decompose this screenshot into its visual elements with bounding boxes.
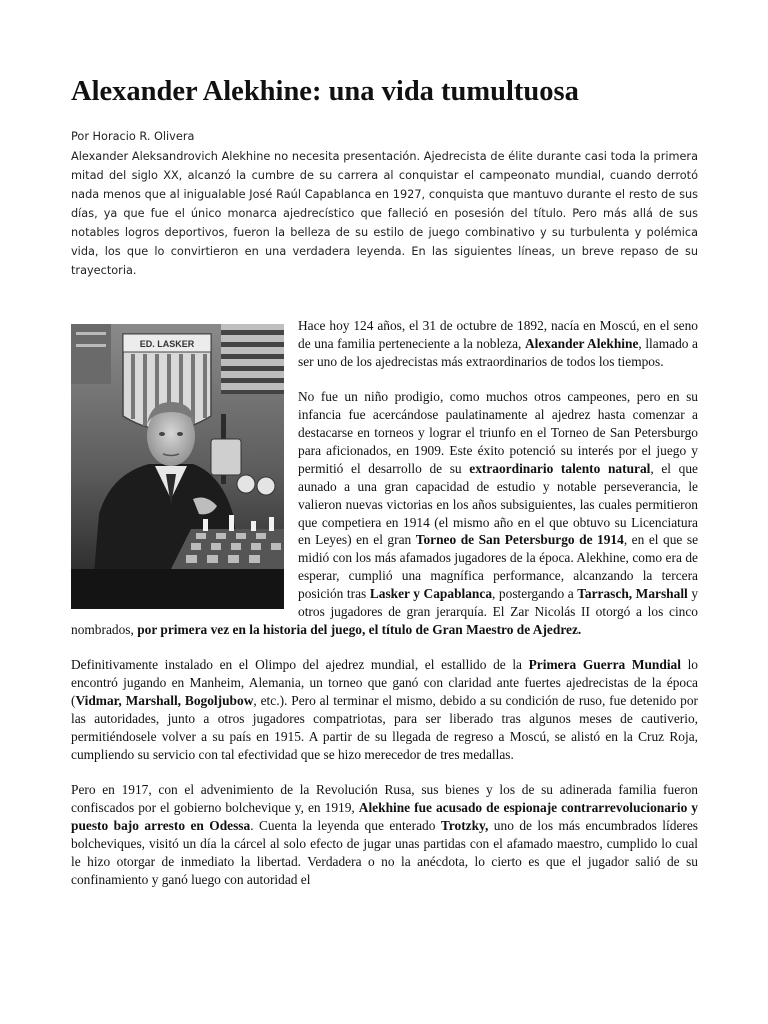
p4-text-a: Pero en 1917, con el advenimiento de la Revolución Rusa, sus bienes y los de su adinerada familia fueron confiscados por el gobierno bolchevique y, en 1919, bbox=[71, 782, 698, 816]
p2-text-i: y otros jugadores de gran jerarquía. El Zar Nicolás II otorgó a los cinco nombrados, bbox=[71, 586, 699, 637]
p3-text-a: Definitivamente instalado en el Olimpo del ajedrez mundial, el estallido de la bbox=[71, 657, 529, 673]
p4-text-c: . Cuenta la leyenda que enterado bbox=[250, 818, 441, 834]
banner-sign-text: ED. LASKER bbox=[139, 339, 195, 349]
paragraph-3 bbox=[71, 656, 698, 763]
chess-player-photo-illustration bbox=[71, 324, 284, 609]
p3-text-c: lo encontró jugando en Manheim, Alemania, un torneo que ganó con claridad ante fuertes ajedrecistas de la época ( bbox=[71, 657, 699, 709]
alekhine-photo bbox=[71, 324, 284, 609]
p3-bold-players: Vidmar, Marshall, Bogoljubow bbox=[75, 693, 254, 709]
p2-text-c: , el que aunado a una gran capacidad de estudio y notable perseverancia, le valieron nuevas victorias en los años subsiguientes, las cuales permitieron que competiera en 1914 (el mismo año en el que obtuvo su Licenciatura en Leyes) en el gran bbox=[298, 460, 698, 548]
p1-text-a: Hace hoy 124 años, el 31 de octubre de 1892, nacía en Moscú, en el seno de una familia perteneciente a la nobleza, bbox=[298, 318, 698, 351]
paragraph-4 bbox=[71, 781, 698, 888]
p4-bold-trotzky: Trotzky, bbox=[440, 818, 489, 834]
p3-text-e: , etc.). Pero al terminar el mismo, debido a su condición de ruso, fue detenido por las autoridades, junto a otros jugadores compatriotas, para ser liberado tras algunos meses de cautiverio, permitiéndosele volver a su país en 1915. A partir de su llegada de regreso a Moscú, se alistó en la Cruz Roja, cumpliendo su servicio con tal efectividad que se hizo merecedor de tres medallas. bbox=[71, 693, 699, 762]
p2-text-e: , en el que se midió con los más afamados jugadores de la época. Alekhine, como era de esperar, cumplió una magnífica performance, alcanzando la tercera posición tras bbox=[298, 532, 699, 602]
p2-bold-tarrasch-marshall: Tarrasch, Marshall bbox=[577, 586, 688, 602]
p1-bold-name: Alexander Alekhine bbox=[524, 335, 639, 351]
p1-text-c: , llamado a ser uno de los ajedrecistas más extraordinarios de todos los tiempos. bbox=[298, 335, 698, 369]
intro-paragraph: Alexander Aleksandrovich Alekhine no necesita presentación. Ajedrecista de élite durante casi toda la primera mitad del siglo XX, alcanzó la cumbre de su carrera al conquistar el campeonato mundial, cuando derrotó nada menos que al inigualable José Raúl Capablanca en 1927, conquista que mantuvo durante el resto de sus días, ya que fue el único monarca ajedrecístico que falleció en posesión del título. Pero más allá de sus notables logros deportivos, fueron la belleza de su estilo de juego combinativo y su turbulenta y polémica vida, los que lo convirtieron en una verdadera leyenda. En las siguientes líneas, un breve repaso de su trayectoria. bbox=[71, 150, 698, 277]
byline: Por Horacio R. Olivera bbox=[71, 130, 195, 143]
p2-text-a: No fue un niño prodigio, como muchos otros campeones, pero en su infancia fue acercándose paulatinamente al ajedrez hasta comenzar a destacarse en torneos y lograr el triunfo en el Torneo de San Petersburgo para aficionados, en 1909. Este éxito potenció su interés por el juego y permitió el desarrollo de su bbox=[298, 389, 698, 476]
p2-bold-tournament: Torneo de San Petersburgo de 1914 bbox=[415, 532, 624, 548]
article-body bbox=[71, 317, 698, 906]
p3-bold-ww1: Primera Guerra Mundial bbox=[528, 657, 681, 673]
p2-text-g: , postergando a bbox=[492, 586, 578, 602]
p2-bold-lasker-capablanca: Lasker y Capablanca bbox=[369, 586, 493, 602]
p4-bold-arrest: Alekhine fue acusado de espionaje contrarrevolucionario y puesto bajo arresto en Odessa bbox=[71, 800, 698, 834]
article-title: Alexander Alekhine: una vida tumultuosa bbox=[71, 76, 579, 107]
p2-bold-grandmaster-title: por primera vez en la historia del juego, el título de Gran Maestro de Ajedrez. bbox=[137, 622, 582, 637]
p4-text-e: uno de los más encumbrados líderes bolcheviques, visitó un día la cárcel al solo efecto de jugar unas partidas con el afamado maestro, cumplido lo cual le hizo otorgar de inmediato la libertad. Verdadera o no la anécdota, lo cierto es que el jugador salió de su confinamiento y ganó luego con autoridad el bbox=[71, 818, 698, 887]
p2-bold-talent: extraordinario talento natural bbox=[469, 460, 651, 476]
